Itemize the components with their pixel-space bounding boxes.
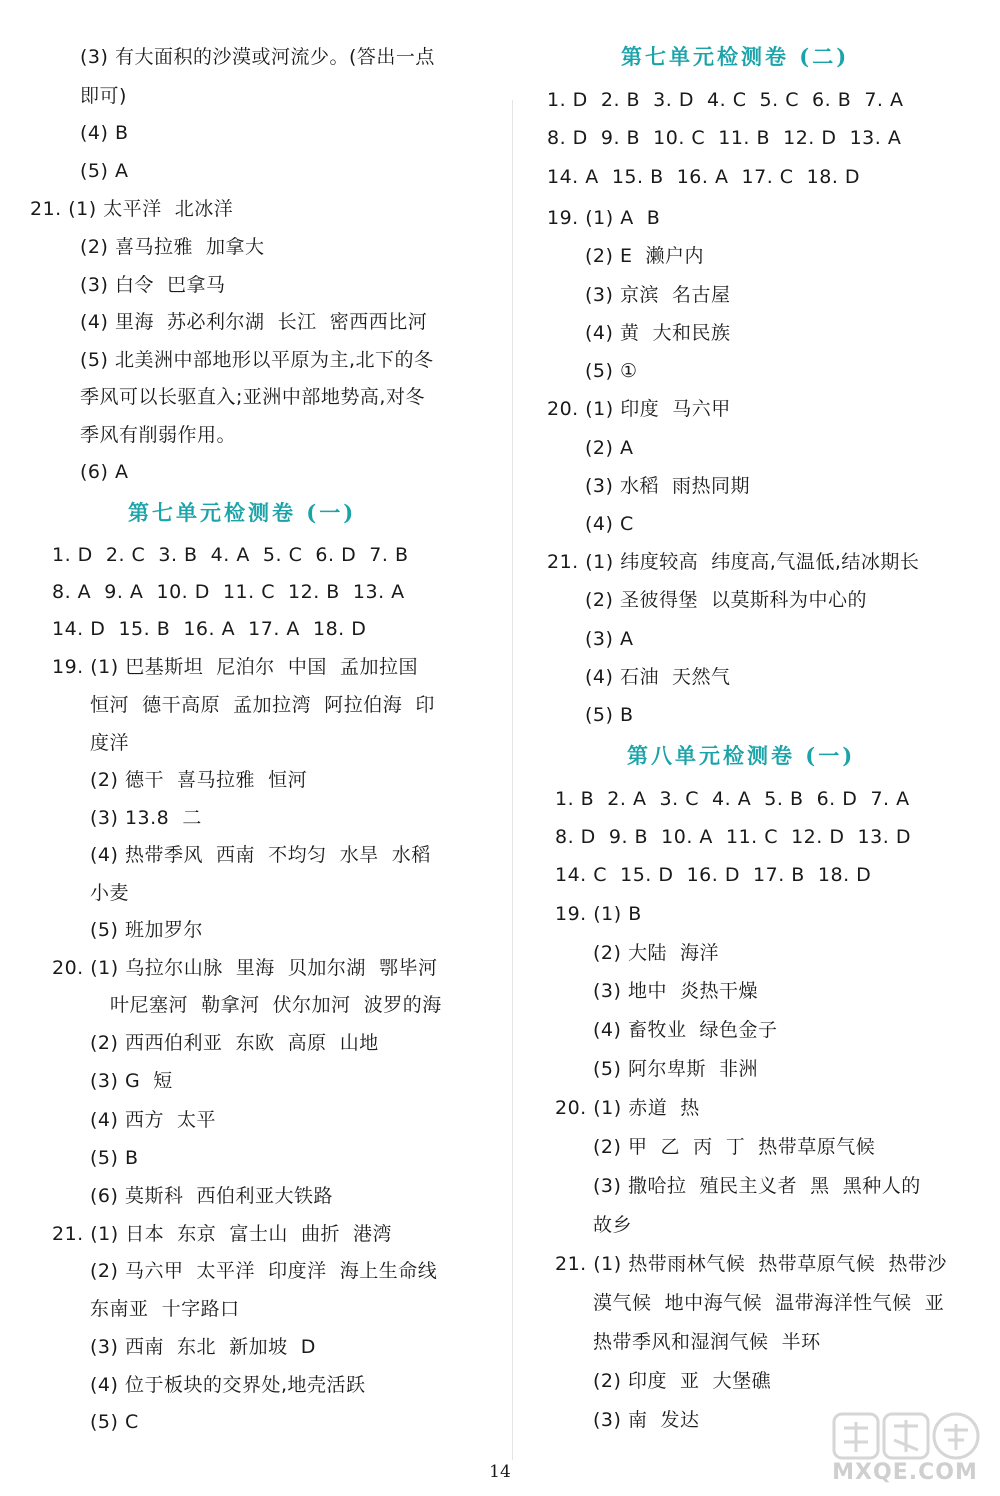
section-heading: 第八单元检测卷 (一) [627, 743, 856, 768]
answer-line: 19. (1) A B [547, 207, 661, 229]
answer-line: 20. (1) 乌拉尔山脉 里海 贝加尔湖 鄂毕河 [52, 957, 438, 979]
answer-line: 季风有削弱作用。 [80, 424, 237, 446]
answer-line: 季风可以长驱直入;亚洲中部地势高,对冬 [80, 386, 425, 408]
answer-line: (4) 石油 天然气 [585, 666, 731, 688]
answer-line: 即可) [80, 85, 127, 107]
answer-line: 21. (1) 纬度较高 纬度高,气温低,结冰期长 [547, 551, 920, 573]
answer-line: (2) E 濑户内 [585, 245, 705, 267]
answer-line: 21. (1) 太平洋 北冰洋 [30, 198, 234, 220]
answer-line: (5) B [585, 704, 634, 726]
column-divider [512, 100, 513, 1460]
answer-line: (2) A [585, 437, 634, 459]
answer-line: 20. (1) 赤道 热 [555, 1097, 700, 1119]
answer-line: (5) 阿尔卑斯 非洲 [593, 1058, 759, 1080]
section-heading: 第七单元检测卷 (二) [621, 44, 850, 69]
answer-line: (4) 畜牧业 绿色金子 [593, 1019, 778, 1041]
answer-line: 恒河 德干高原 孟加拉湾 阿拉伯海 印 [90, 694, 435, 716]
answer-line: 小麦 [90, 882, 130, 904]
answer-line: (3) 有大面积的沙漠或河流少。(答出一点 [80, 46, 435, 68]
answer-line: 叶尼塞河 勒拿河 伏尔加河 波罗的海 [110, 994, 442, 1016]
answer-line: (3) 撒哈拉 殖民主义者 黑 黑种人的 [593, 1175, 921, 1197]
answer-line: (3) 白令 巴拿马 [80, 274, 226, 296]
answer-line: (2) 甲 乙 丙 丁 热带草原气候 [593, 1136, 876, 1158]
answer-line: 度洋 [90, 732, 130, 754]
answer-line: (3) 水稻 雨热同期 [585, 475, 751, 497]
answer-line: (3) G 短 [90, 1070, 173, 1092]
answer-line: (4) 位于板块的交界处,地壳活跃 [90, 1374, 366, 1396]
answer-line: (2) 大陆 海洋 [593, 942, 720, 964]
answer-line: (4) 黄 大和民族 [585, 322, 731, 344]
answer-line: (3) A [585, 628, 634, 650]
answer-line: (3) 地中 炎热干燥 [593, 980, 759, 1002]
answer-line: 东南亚 十字路口 [90, 1298, 240, 1320]
answer-line: (4) 里海 苏必利尔湖 长江 密西西比河 [80, 311, 428, 333]
answer-logo-icon [820, 1408, 990, 1464]
answer-line: 19. (1) B [555, 903, 642, 925]
answer-line: (4) C [585, 513, 634, 535]
answer-line: (5) ① [585, 360, 638, 382]
answer-line: 1. D 2. B 3. D 4. C 5. C 6. B 7. A [547, 89, 904, 111]
answer-line: (2) 马六甲 太平洋 印度洋 海上生命线 [90, 1260, 438, 1282]
answer-line: 21. (1) 日本 东京 富士山 曲折 港湾 [52, 1223, 393, 1245]
answer-line: (3) 南 发达 [593, 1409, 700, 1431]
answer-line: (5) B [90, 1147, 139, 1169]
answer-line: (5) A [80, 160, 129, 182]
answer-line: (3) 13.8 二 [90, 807, 202, 829]
answer-line: 热带季风和湿润气候 半环 [593, 1331, 821, 1353]
answer-line: (2) 印度 亚 大堡礁 [593, 1370, 772, 1392]
answer-line: 漠气候 地中海气候 温带海洋性气候 亚 [593, 1292, 945, 1314]
answer-line: 8. D 9. B 10. A 11. C 12. D 13. D [555, 826, 911, 848]
page-number: 14 [489, 1462, 511, 1482]
answer-line: (5) C [90, 1411, 139, 1433]
answer-line: 1. D 2. C 3. B 4. A 5. C 6. D 7. B [52, 544, 409, 566]
answer-line: (2) 圣彼得堡 以莫斯科为中心的 [585, 589, 868, 611]
answer-line: 8. D 9. B 10. C 11. B 12. D 13. A [547, 127, 902, 149]
answer-line: (4) 西方 太平 [90, 1109, 217, 1131]
answer-line: 8. A 9. A 10. D 11. C 12. B 13. A [52, 581, 405, 603]
section-heading: 第七单元检测卷 (一) [128, 500, 357, 525]
answer-line: 故乡 [593, 1214, 633, 1236]
answer-line: (3) 西南 东北 新加坡 D [90, 1336, 316, 1358]
answer-line: 14. D 15. B 16. A 17. A 18. D [52, 618, 367, 640]
watermark [820, 1408, 990, 1490]
answer-line: (2) 德干 喜马拉雅 恒河 [90, 769, 308, 791]
answer-line: (2) 喜马拉雅 加拿大 [80, 236, 265, 258]
answer-line: 14. A 15. B 16. A 17. C 18. D [547, 166, 861, 188]
watermark-text: MXQE.COM [832, 1460, 978, 1485]
answer-line: 20. (1) 印度 马六甲 [547, 398, 731, 420]
answer-line: (4) B [80, 122, 129, 144]
answer-line: 21. (1) 热带雨林气候 热带草原气候 热带沙 [555, 1253, 947, 1275]
answer-line: (6) 莫斯科 西伯利亚大铁路 [90, 1185, 334, 1207]
answer-line: (6) A [80, 461, 129, 483]
answer-line: (5) 班加罗尔 [90, 919, 203, 941]
answer-line: 1. B 2. A 3. C 4. A 5. B 6. D 7. A [555, 788, 910, 810]
answer-line: (4) 热带季风 西南 不均匀 水旱 水稻 [90, 844, 431, 866]
answer-line: (5) 北美洲中部地形以平原为主,北下的冬 [80, 349, 434, 371]
answer-line: (3) 京滨 名古屋 [585, 284, 731, 306]
answer-line: (2) 西西伯利亚 东欧 高原 山地 [90, 1032, 379, 1054]
answer-line: 14. C 15. D 16. D 17. B 18. D [555, 864, 872, 886]
answer-line: 19. (1) 巴基斯坦 尼泊尔 中国 孟加拉国 [52, 656, 418, 678]
